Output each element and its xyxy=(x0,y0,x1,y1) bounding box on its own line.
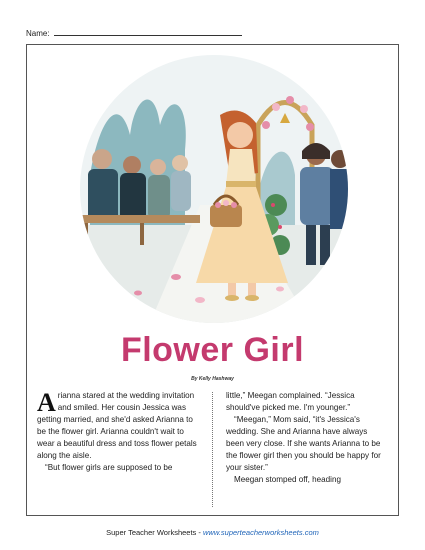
footer-separator: - xyxy=(196,528,203,537)
story-paragraph: Meegan stomped off, heading xyxy=(234,475,341,484)
story-left-column xyxy=(37,390,197,474)
footer-site-name: Super Teacher Worksheets xyxy=(106,528,197,537)
name-blank-line[interactable] xyxy=(54,28,242,36)
column-divider xyxy=(212,392,213,507)
story-title: Flower Girl xyxy=(120,331,305,369)
footer-url-link[interactable]: www.superteacherworksheets.com xyxy=(202,528,319,537)
name-label: Name: xyxy=(26,29,50,38)
story-byline: By Kelly Hashway xyxy=(191,376,234,382)
story-paragraph: little,” Meegan complained. “Jessica should've picked me. I'm younger.” xyxy=(226,391,355,412)
story-paragraph: rianna stared at the wedding invitation and smiled. Her cousin Jessica was getting married, and she'd asked Arianna to be the flower girl. Arianna couldn't wait to wear a beautiful dress and toss flower petals along the aisle. xyxy=(37,391,197,460)
footer xyxy=(0,528,425,537)
drop-cap: A xyxy=(37,388,56,417)
story-paragraph: “But flower girls are supposed to be xyxy=(45,463,173,472)
name-field-row xyxy=(26,28,242,38)
story-right-column xyxy=(226,390,386,486)
story-paragraph: “Meegan,” Mom said, “it's Jessica's wedding. She and Arianna have always been very close. If she wants Arianna to be the flower girl then you should be happy for your sister.” xyxy=(226,415,381,472)
wedding-illustration xyxy=(80,55,348,323)
